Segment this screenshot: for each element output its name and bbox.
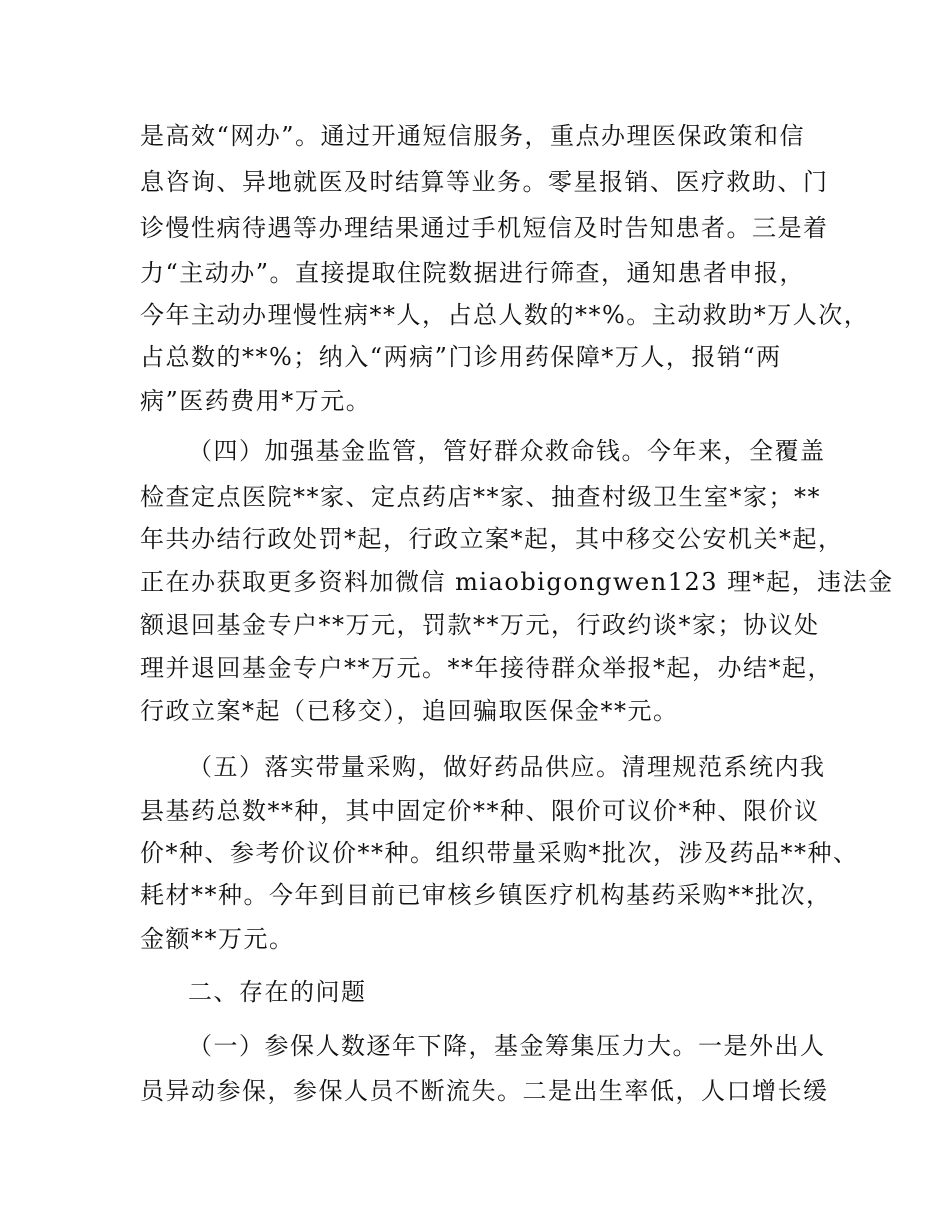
text-line: 理并退回基金专户**万元。**年接待群众举报*起，办结*起， <box>140 654 833 682</box>
text-line: 占总数的**%；纳入“两病”门诊用药保障*万人，报销“两 <box>140 343 782 371</box>
text-line: 额退回基金专户**万元，罚款**万元，行政约谈*家；协议处 <box>140 611 820 639</box>
text-line: 行政立案*起（已移交），追回骗取医保金**元。 <box>140 697 679 725</box>
text-line: 是高效“网办”。通过开通短信服务，重点办理医保政策和信 <box>140 122 806 150</box>
section-heading: 二、存在的问题 <box>188 978 367 1006</box>
text-line: 息咨询、异地就医及时结算等业务。零星报销、医疗救助、门 <box>140 168 829 196</box>
paragraph-4-heading-line: （四）加强基金监管，管好群众救命钱。今年来，全覆盖 <box>188 437 826 465</box>
text-line: 员异动参保，参保人员不断流失。二是出生率低，人口增长缓 <box>140 1077 829 1105</box>
text-line: 年共办结行政处罚*起，行政立案*起，其中移交公安机关*起， <box>140 525 844 553</box>
text-line: 耗材**种。今年到目前已审核乡镇医疗机构基药采购**批次， <box>140 881 832 909</box>
paragraph-5-heading-line: （五）落实带量采购，做好药品供应。清理规范系统内我 <box>188 753 826 781</box>
text-line: 今年主动办理慢性病**人，占总人数的**%。主动救助*万人次， <box>140 301 870 329</box>
text-line: 金额**万元。 <box>140 925 295 953</box>
text-line: 正在办获取更多资料加微信 miaobigongwen123 理*起，违法金 <box>140 568 894 596</box>
paragraph-1-heading-line: （一）参保人数逐年下降，基金筹集压力大。一是外出人 <box>188 1032 826 1060</box>
text-line: 病”医药费用*万元。 <box>140 387 372 415</box>
text-line: 诊慢性病待遇等办理结果通过手机短信及时告知患者。三是着 <box>140 214 829 242</box>
text-line: 县基药总数**种，其中固定价**种、限价可议价*种、限价议 <box>140 797 820 825</box>
text-line: 力“主动办”。直接提取住院数据进行筛查，通知患者申报， <box>140 259 806 287</box>
text-line: 检查定点医院**家、定点药店**家、抽查村级卫生室*家；** <box>140 483 821 511</box>
text-line: 价*种、参考价议价**种。组织带量采购*批次，涉及药品**种、 <box>140 839 859 867</box>
